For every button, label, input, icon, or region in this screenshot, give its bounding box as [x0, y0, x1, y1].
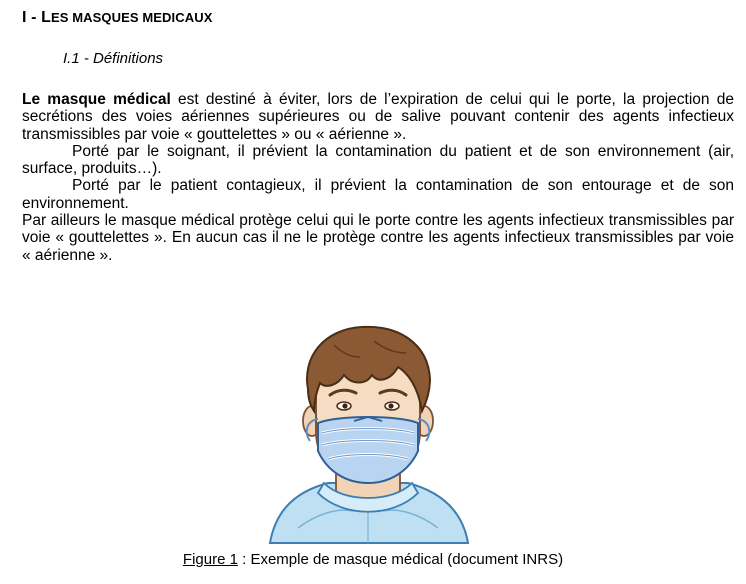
paragraph-definition-text: est destiné à éviter, lors de l’expiration de celui qui le porte, la projection de secrétions des voies aériennes supérieures ou de salive pouvant contenir des agents infectieux transmissibles par voie « gouttelettes » ou « aérienne ». — [22, 91, 734, 143]
body-text — [22, 91, 734, 264]
paragraph-definition — [22, 91, 734, 143]
mask-illustration — [258, 323, 476, 548]
figure-caption — [0, 551, 746, 568]
figure-reference: Figure 1 — [182, 551, 238, 568]
section-title-rest: ES MASQUES MEDICAUX — [50, 10, 213, 25]
section-heading — [22, 9, 212, 27]
section-title-initial: L — [41, 9, 51, 26]
paragraph-protection: Par ailleurs le masque médical protège celui qui le porte contre les agents infectieux transmissibles par voie « gouttelettes ». En aucun cas il ne le protège contre les agents infectieux transmissibles par voie « aérienne ». — [22, 212, 734, 264]
paragraph-patient: Porté par le patient contagieux, il prévient la contamination de son entourage et de son environnement. — [22, 177, 734, 212]
bold-term: Le masque médical — [22, 91, 171, 108]
subsection-heading: I.1 - Définitions — [63, 50, 164, 67]
paragraph-caregiver: Porté par le soignant, il prévient la contamination du patient et de son environnement (air, surface, produits…). — [22, 142, 734, 178]
section-number: I - — [22, 9, 42, 26]
figure-caption-text: : Exemple de masque médical (document INRS) — [237, 551, 564, 568]
